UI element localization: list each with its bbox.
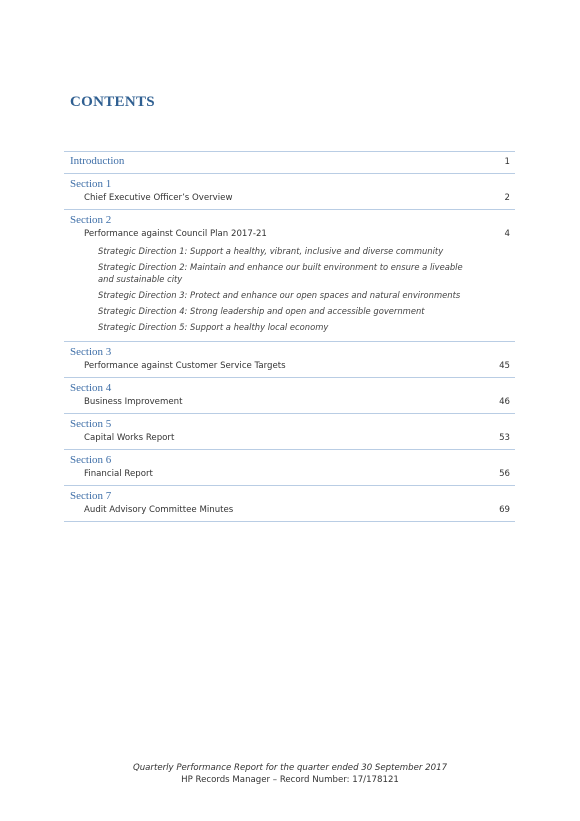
footer-record-number: HP Records Manager – Record Number: 17/178121 <box>181 775 399 785</box>
section-heading: Section 6 <box>70 454 112 466</box>
toc-subitem[interactable]: Strategic Direction 4: Strong leadership and open and accessible government <box>98 306 425 316</box>
toc-subitem[interactable]: Strategic Direction 5: Support a healthy local economy <box>98 322 329 332</box>
toc-subitem[interactable]: Strategic Direction 1: Support a healthy, vibrant, inclusive and diverse community <box>98 246 444 256</box>
toc-page-number: 4 <box>504 229 510 239</box>
toc-section-6[interactable] <box>64 449 515 485</box>
toc-subitem[interactable]: Strategic Direction 3: Protect and enhance our open spaces and natural environments <box>98 290 461 300</box>
toc-section-7[interactable] <box>64 485 515 522</box>
toc-page-number: 56 <box>499 469 510 479</box>
section-heading: Section 7 <box>70 490 112 502</box>
toc-page-number: 53 <box>499 433 510 443</box>
section-heading: Section 5 <box>70 418 112 430</box>
toc-entry-label: Audit Advisory Committee Minutes <box>84 505 234 515</box>
toc-page-number: 69 <box>499 505 510 515</box>
toc-page-number: 46 <box>499 397 510 407</box>
toc-section-2[interactable] <box>64 209 515 341</box>
toc-page-number: 1 <box>504 157 510 167</box>
footer-report-title: Quarterly Performance Report for the quarter ended 30 September 2017 <box>132 763 448 773</box>
section-heading: Section 2 <box>70 214 112 226</box>
toc-entry-label: Performance against Council Plan 2017-21 <box>84 229 267 239</box>
toc-introduction[interactable] <box>64 151 515 173</box>
toc-section-3[interactable] <box>64 341 515 377</box>
section-heading: Section 4 <box>70 382 112 394</box>
toc-subitem[interactable]: Strategic Direction 2: Maintain and enhance our built environment to ensure a liveable and sustainable city <box>98 262 463 284</box>
toc-entry-label: Capital Works Report <box>84 433 175 443</box>
toc-page-number: 45 <box>499 361 510 371</box>
toc-introduction-label: Introduction <box>70 155 125 167</box>
table-of-contents <box>64 151 515 522</box>
toc-entry-label: Performance against Customer Service Targets <box>84 361 286 371</box>
toc-section-5[interactable] <box>64 413 515 449</box>
page-footer <box>0 762 580 786</box>
toc-section-4[interactable] <box>64 377 515 413</box>
page-title: CONTENTS <box>70 94 155 110</box>
toc-entry-label: Chief Executive Officer’s Overview <box>84 193 233 203</box>
section-heading: Section 1 <box>70 178 112 190</box>
toc-entry-label: Business Improvement <box>84 397 183 407</box>
toc-section-1[interactable] <box>64 173 515 209</box>
section-heading: Section 3 <box>70 346 112 358</box>
toc-page-number: 2 <box>504 193 510 203</box>
toc-entry-label: Financial Report <box>84 469 153 479</box>
